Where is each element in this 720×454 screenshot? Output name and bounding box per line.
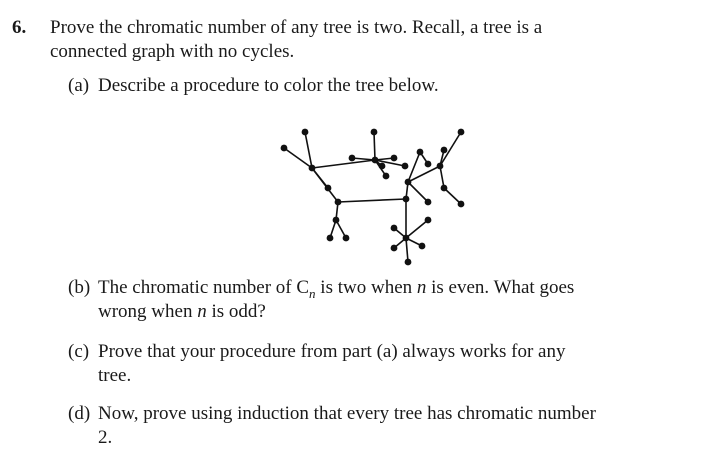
part-c-text-line-1: Prove that your procedure from part (a) always works for any <box>98 341 566 362</box>
tree-vertex <box>425 161 432 168</box>
tree-edge <box>444 188 461 204</box>
tree-vertex <box>325 185 332 192</box>
tree-vertex <box>458 129 465 136</box>
tree-vertex <box>371 129 378 136</box>
part-b-text-2b: is odd? <box>206 301 266 322</box>
tree-vertex <box>402 163 409 170</box>
tree-vertex <box>372 157 379 164</box>
part-b-text-1a: The chromatic number of C <box>98 277 310 298</box>
part-b-text-1c: is even. What goes <box>426 277 575 298</box>
part-b-var-n: n <box>416 277 427 298</box>
tree-vertex <box>335 199 342 206</box>
tree-vertex <box>403 235 410 242</box>
part-d-text-line-1: Now, prove using induction that every tree has chromatic number <box>98 403 596 424</box>
problem-number: 6. <box>12 17 27 38</box>
part-a-label: (a) <box>68 75 90 96</box>
tree-edges <box>284 132 461 262</box>
tree-edge <box>312 160 375 168</box>
tree-vertex <box>327 235 334 242</box>
part-b-text-line-2 <box>98 300 266 324</box>
part-b-subscript-n: n <box>309 285 316 301</box>
tree-edge <box>406 238 408 262</box>
tree-vertex <box>425 199 432 206</box>
tree-edge <box>374 132 375 160</box>
part-b-text-1b: is two when <box>315 277 417 298</box>
part-d-text-line-2: 2. <box>98 427 113 448</box>
tree-vertex <box>383 173 390 180</box>
part-c-text-line-2: tree. <box>98 365 132 386</box>
tree-vertex <box>417 149 424 156</box>
tree-vertex <box>403 196 410 203</box>
tree-vertex <box>391 245 398 252</box>
tree-vertex <box>441 147 448 154</box>
tree-edge <box>305 132 312 168</box>
tree-vertex <box>405 179 412 186</box>
tree-vertex <box>302 129 309 136</box>
tree-vertex <box>349 155 356 162</box>
tree-vertex <box>441 185 448 192</box>
tree-edge <box>406 220 428 238</box>
problem-statement-line-1: Prove the chromatic number of any tree is two. Recall, a tree is a <box>50 17 543 38</box>
tree-vertex <box>333 217 340 224</box>
problem-statement-line-2: connected graph with no cycles. <box>50 41 295 62</box>
part-c-label: (c) <box>68 341 90 362</box>
tree-edge <box>312 168 338 202</box>
part-b-label: (b) <box>68 277 91 298</box>
part-a-text: Describe a procedure to color the tree below. <box>98 75 439 96</box>
tree-edge <box>338 199 406 202</box>
part-b-text-2a: wrong when <box>98 301 198 322</box>
tree-vertex <box>391 225 398 232</box>
tree-vertex <box>309 165 316 172</box>
tree-vertex <box>425 217 432 224</box>
part-b-var-n-2: n <box>197 301 207 322</box>
tree-vertex <box>437 163 444 170</box>
tree-vertex <box>405 259 412 266</box>
tree-vertex <box>419 243 426 250</box>
tree-vertex <box>391 155 398 162</box>
tree-vertex <box>458 201 465 208</box>
tree-edge <box>352 158 375 160</box>
tree-edge <box>284 148 312 168</box>
tree-vertex <box>281 145 288 152</box>
tree-vertex <box>379 163 386 170</box>
tree-edge <box>408 182 428 202</box>
part-d-label: (d) <box>68 403 91 424</box>
tree-vertex <box>343 235 350 242</box>
